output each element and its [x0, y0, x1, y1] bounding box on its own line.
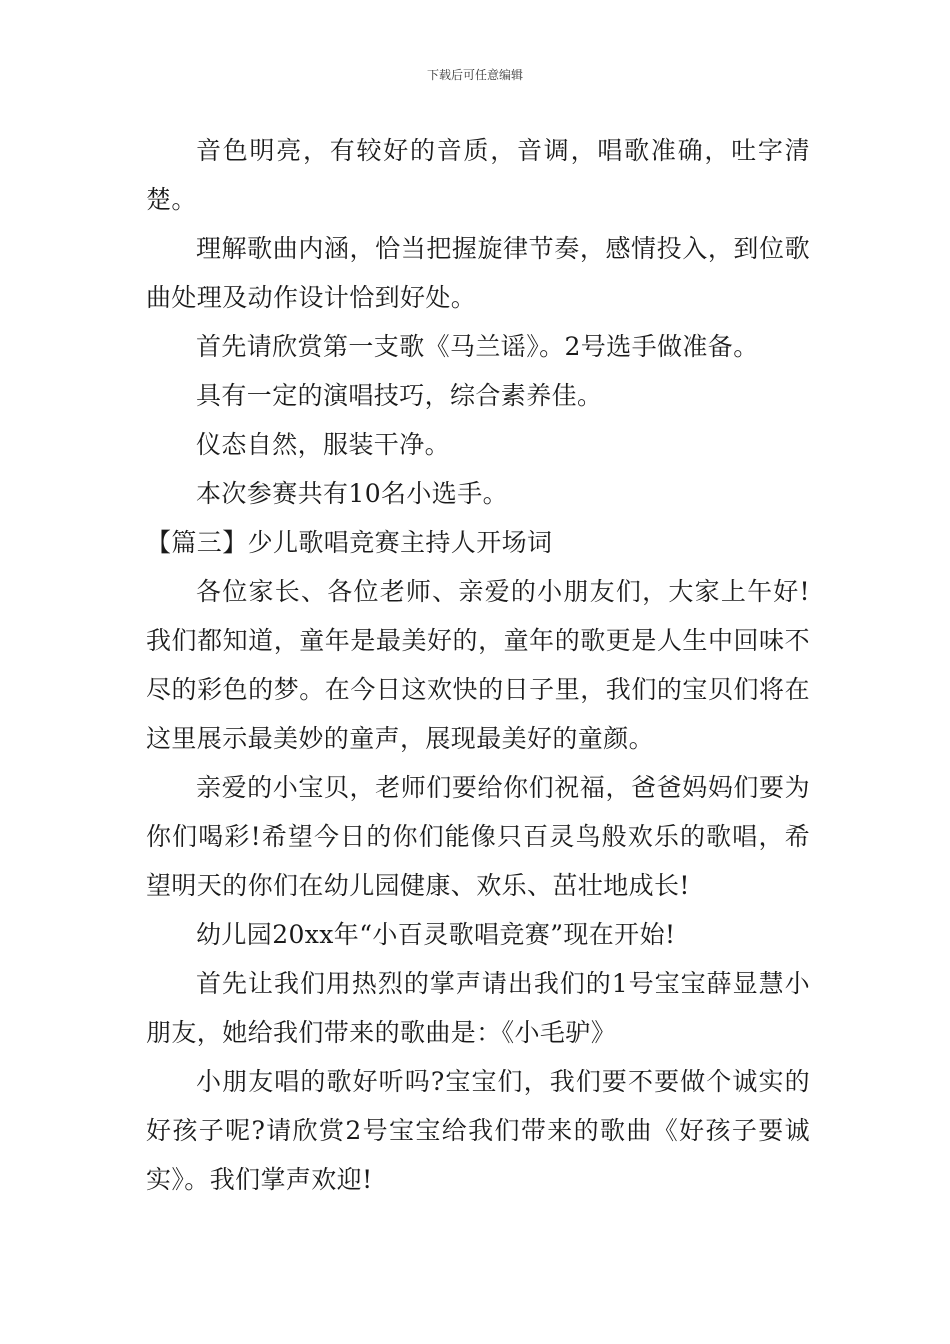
paragraph: 首先让我们用热烈的掌声请出我们的1号宝宝薛显慧小朋友，她给我们带来的歌曲是：《小毛驴》 — [146, 969, 810, 1047]
paragraph: 仪态自然，服装干净。 — [196, 430, 451, 459]
paragraph: 小朋友唱的歌好听吗?宝宝们，我们要不要做个诚实的好孩子呢?请欣赏2号宝宝给我们带来的歌曲《好孩子要诚实》。我们掌声欢迎! — [146, 1067, 810, 1194]
document-body — [146, 126, 810, 1204]
paragraph: 各位家长、各位老师、亲爱的小朋友们，大家上午好!我们都知道，童年是最美好的，童年的歌更是人生中回味不尽的彩色的梦。在今日这欢快的日子里，我们的宝贝们将在这里展示最美妙的童声，展现最美好的童颜。 — [146, 577, 810, 753]
paragraph: 首先请欣赏第一支歌《马兰谣》。2号选手做准备。 — [196, 332, 759, 361]
paragraph: 本次参赛共有10名小选手。 — [196, 479, 509, 508]
paragraph: 具有一定的演唱技巧，综合素养佳。 — [196, 381, 603, 410]
paragraph: 幼儿园20xx年“小百灵歌唱竞赛”现在开始! — [196, 920, 676, 949]
section-heading: 【篇三】少儿歌唱竞赛主持人开场词 — [146, 528, 553, 557]
paragraph: 理解歌曲内涵，恰当把握旋律节奏，感情投入，到位歌曲处理及动作设计恰到好处。 — [146, 234, 810, 312]
paragraph: 音色明亮，有较好的音质，音调，唱歌准确，吐字清楚。 — [146, 136, 810, 214]
paragraph: 亲爱的小宝贝，老师们要给你们祝福，爸爸妈妈们要为你们喝彩!希望今日的你们能像只百灵鸟般欢乐的歌唱，希望明天的你们在幼儿园健康、欢乐、茁壮地成长! — [146, 773, 810, 900]
page-header: 下载后可任意编辑 — [426, 68, 523, 82]
